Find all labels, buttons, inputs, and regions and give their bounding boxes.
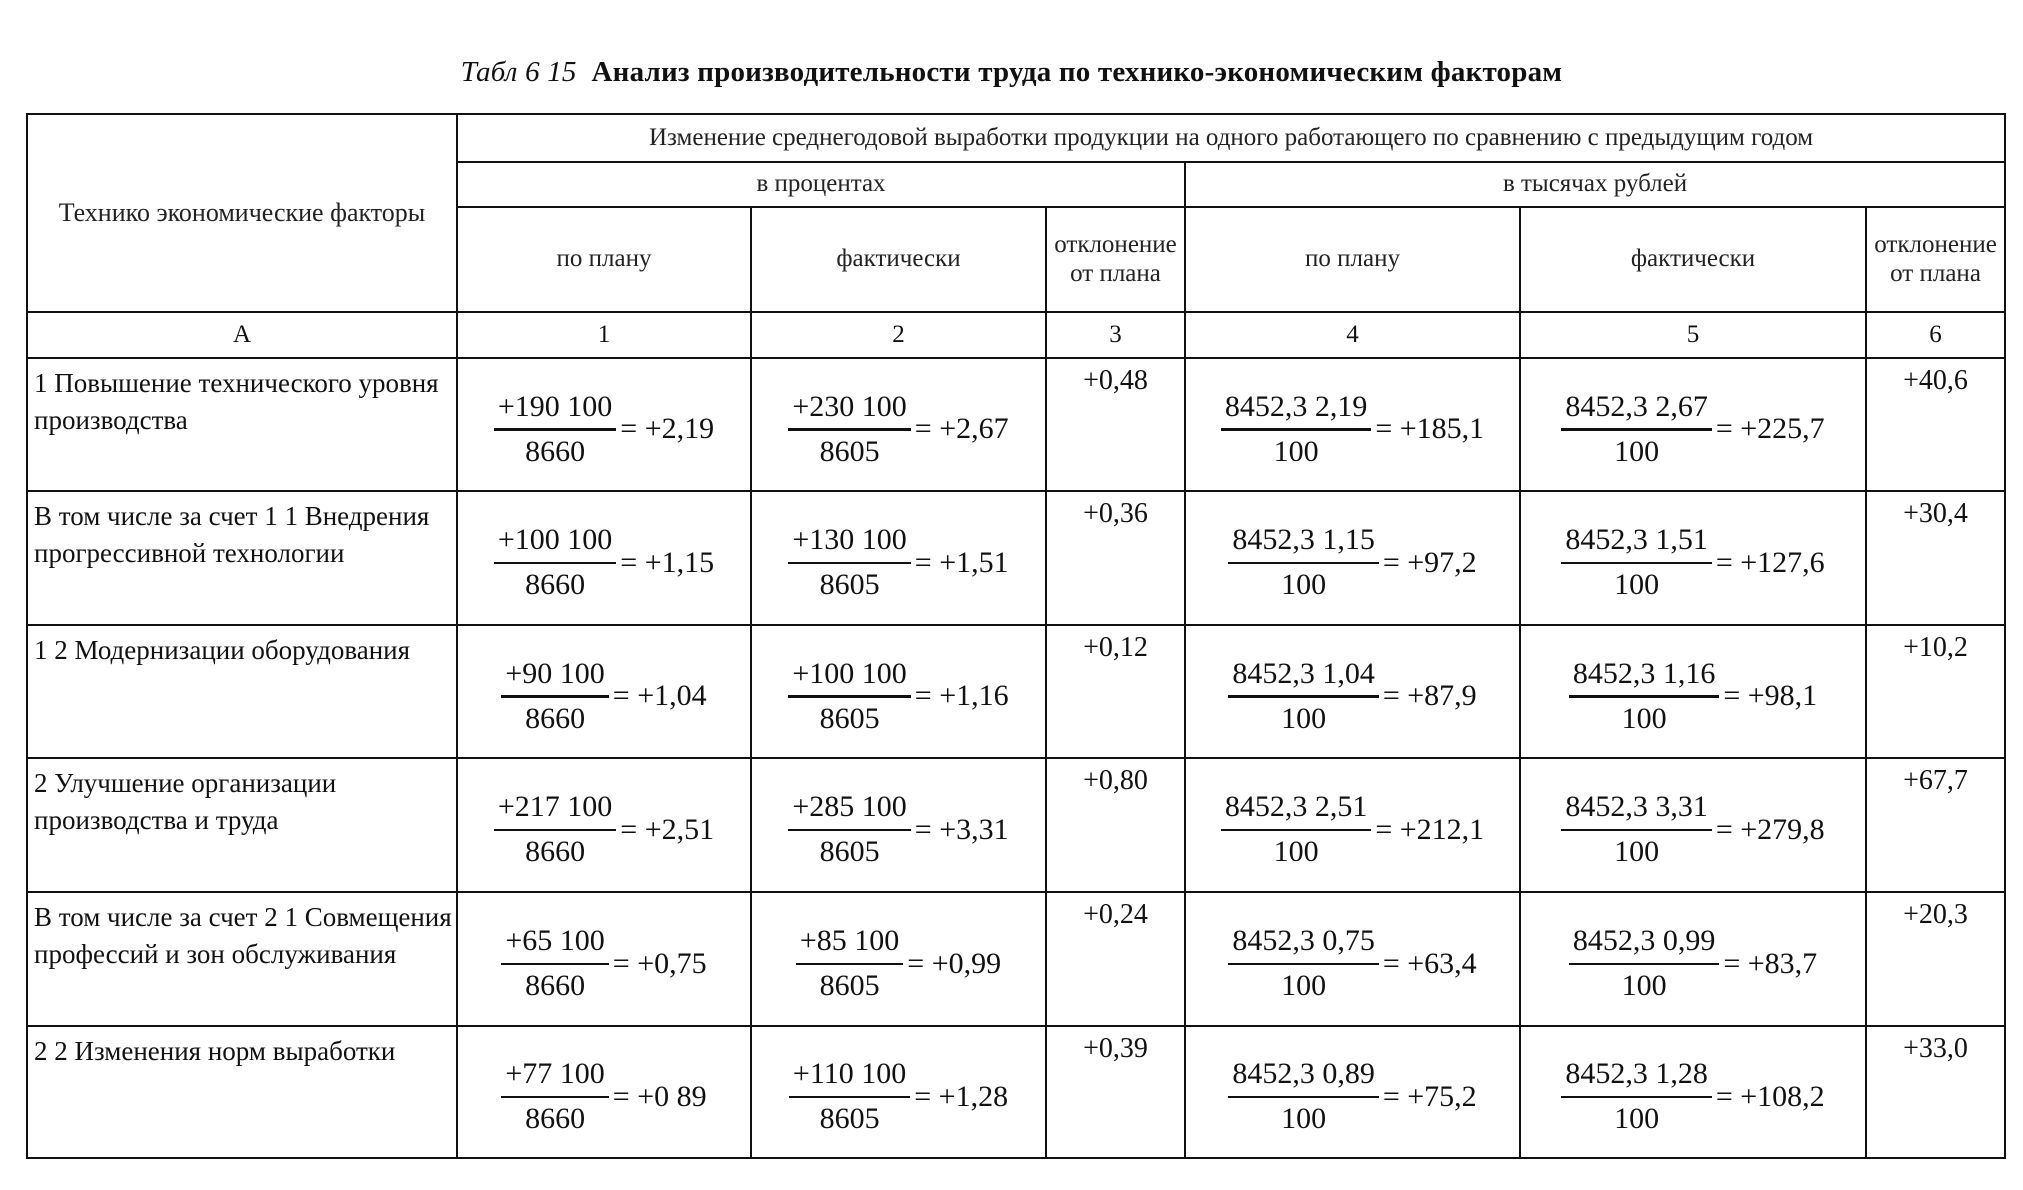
- fraction: $\frac{+100 100}{8605}$ = +1,16: [788, 657, 1008, 737]
- rub-deviation-cell: +40,6: [1866, 358, 2005, 491]
- index-cell: 4: [1185, 312, 1520, 358]
- pct-actual-cell: [751, 758, 1046, 892]
- rub-deviation-cell: +20,3: [1866, 892, 2005, 1026]
- pct-plan-cell: [457, 1026, 751, 1158]
- index-row: [27, 312, 2005, 358]
- rub-plan-cell: [1185, 1026, 1520, 1158]
- index-cell: 1: [457, 312, 751, 358]
- rub-deviation-cell: +10,2: [1866, 625, 2005, 758]
- table-row: [27, 491, 2005, 625]
- factor-cell: 1 2 Модернизации оборудования: [27, 625, 457, 758]
- header-rub-plan: по плану: [1185, 207, 1520, 312]
- fraction: $\frac{8452,3 2,19}{100}$ = +185,1: [1221, 390, 1484, 470]
- pct-deviation-cell: +0,12: [1046, 625, 1185, 758]
- pct-actual-cell: [751, 358, 1046, 491]
- pct-plan-cell: [457, 758, 751, 892]
- rub-deviation-cell: +30,4: [1866, 491, 2005, 625]
- header-rub-actual: фактически: [1520, 207, 1866, 312]
- table-row: [27, 1026, 2005, 1158]
- fraction: $\frac{+100 100}{8660}$ = +1,15: [494, 523, 714, 603]
- fraction: $\frac{+130 100}{8605}$ = +1,51: [788, 523, 1008, 603]
- factor-cell: 1 Повышение технического уровня производства: [27, 358, 457, 491]
- pct-plan-cell: [457, 358, 751, 491]
- table-row: [27, 758, 2005, 892]
- pct-actual-cell: [751, 1026, 1046, 1158]
- fraction: $\frac{8452,3 3,31}{100}$ = +279,8: [1561, 790, 1824, 870]
- fraction: $\frac{+110 100}{8605}$ = +1,28: [789, 1057, 1008, 1137]
- fraction: $\frac{+217 100}{8660}$ = +2,51: [494, 790, 714, 870]
- index-cell: 3: [1046, 312, 1185, 358]
- fraction: $\frac{+285 100}{8605}$ = +3,31: [788, 790, 1008, 870]
- pct-deviation-cell: +0,39: [1046, 1026, 1185, 1158]
- rub-plan-cell: [1185, 358, 1520, 491]
- fraction: $\frac{+90 100}{8660}$ = +1,04: [501, 657, 706, 737]
- pct-plan-cell: [457, 892, 751, 1026]
- productivity-analysis-table: [26, 113, 2006, 1159]
- fraction: $\frac{8452,3 2,67}{100}$ = +225,7: [1561, 390, 1824, 470]
- header-factors: Технико экономические факторы: [27, 114, 457, 312]
- factor-cell: В том числе за счет 2 1 Совмещения профессий и зон обслуживания: [27, 892, 457, 1026]
- rub-actual-cell: [1520, 491, 1866, 625]
- fraction: $\frac{+85 100}{8605}$ = +0,99: [796, 924, 1001, 1004]
- table-row: [27, 892, 2005, 1026]
- rub-actual-cell: [1520, 758, 1866, 892]
- pct-deviation-cell: +0,36: [1046, 491, 1185, 625]
- index-cell: А: [27, 312, 457, 358]
- rub-actual-cell: [1520, 358, 1866, 491]
- header-pct-actual: фактически: [751, 207, 1046, 312]
- pct-plan-cell: [457, 491, 751, 625]
- fraction: $\frac{8452,3 1,16}{100}$ = +98,1: [1569, 657, 1817, 737]
- fraction: $\frac{+190 100}{8660}$ = +2,19: [494, 390, 714, 470]
- header-group-rubles: в тысячах рублей: [1185, 162, 2005, 207]
- rub-deviation-cell: +67,7: [1866, 758, 2005, 892]
- rub-plan-cell: [1185, 758, 1520, 892]
- fraction: $\frac{8452,3 2,51}{100}$ = +212,1: [1221, 790, 1484, 870]
- fraction: $\frac{8452,3 1,04}{100}$ = +87,9: [1228, 657, 1476, 737]
- pct-deviation-cell: +0,80: [1046, 758, 1185, 892]
- fraction: $\frac{8452,3 0,89}{100}$ = +75,2: [1228, 1057, 1476, 1137]
- rub-deviation-cell: +33,0: [1866, 1026, 2005, 1158]
- table-title-text: Анализ производительности труда по технико-экономическим факторам: [591, 56, 1563, 88]
- pct-deviation-cell: +0,48: [1046, 358, 1185, 491]
- pct-deviation-cell: +0,24: [1046, 892, 1185, 1026]
- rub-plan-cell: [1185, 491, 1520, 625]
- index-cell: 2: [751, 312, 1046, 358]
- fraction: $\frac{8452,3 1,51}{100}$ = +127,6: [1561, 523, 1824, 603]
- header-rub-deviation: отклонение от плана: [1866, 207, 2005, 312]
- factor-cell: В том числе за счет 1 1 Внедрения прогрессивной технологии: [27, 491, 457, 625]
- factor-cell: 2 Улучшение организации производства и труда: [27, 758, 457, 892]
- index-cell: 6: [1866, 312, 2005, 358]
- rub-plan-cell: [1185, 892, 1520, 1026]
- header-pct-plan: по плану: [457, 207, 751, 312]
- pct-plan-cell: [457, 625, 751, 758]
- pct-actual-cell: [751, 625, 1046, 758]
- factor-cell: 2 2 Изменения норм выработки: [27, 1026, 457, 1158]
- fraction: $\frac{+77 100}{8660}$ = +0 89: [501, 1057, 706, 1137]
- table-number: Табл 6 15: [460, 56, 577, 88]
- table-title: [0, 56, 2023, 89]
- fraction: $\frac{+230 100}{8605}$ = +2,67: [788, 390, 1008, 470]
- rub-actual-cell: [1520, 1026, 1866, 1158]
- table-row: [27, 625, 2005, 758]
- rub-actual-cell: [1520, 625, 1866, 758]
- pct-actual-cell: [751, 491, 1046, 625]
- fraction: $\frac{8452,3 1,28}{100}$ = +108,2: [1561, 1057, 1824, 1137]
- fraction: $\frac{8452,3 1,15}{100}$ = +97,2: [1228, 523, 1476, 603]
- header-group-percent: в процентах: [457, 162, 1185, 207]
- fraction: $\frac{8452,3 0,75}{100}$ = +63,4: [1228, 924, 1476, 1004]
- fraction: $\frac{+65 100}{8660}$ = +0,75: [501, 924, 706, 1004]
- index-cell: 5: [1520, 312, 1866, 358]
- header-pct-deviation: отклонение от плана: [1046, 207, 1185, 312]
- rub-actual-cell: [1520, 892, 1866, 1026]
- pct-actual-cell: [751, 892, 1046, 1026]
- table-row: [27, 358, 2005, 491]
- header-main-group: Изменение среднегодовой выработки продукции на одного работающего по сравнению с предыдущим годом: [457, 114, 2005, 162]
- rub-plan-cell: [1185, 625, 1520, 758]
- fraction: $\frac{8452,3 0,99}{100}$ = +83,7: [1569, 924, 1817, 1004]
